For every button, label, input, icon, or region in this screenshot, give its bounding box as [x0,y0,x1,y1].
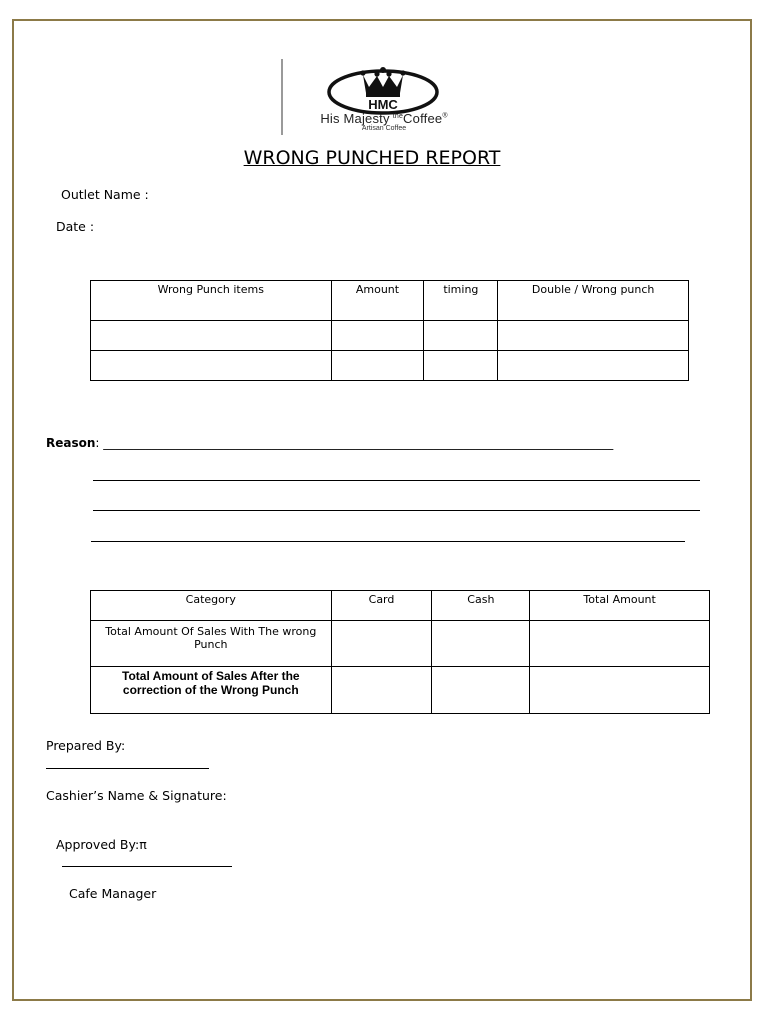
reason-field[interactable] [46,436,613,450]
prepared-by-label: Prepared By: [46,738,126,753]
cashier-name-signature-label: Cashier’s Name & Signature: [46,788,227,803]
table-row [91,621,710,667]
row-category: Total Amount of Sales After the correction of the Wrong Punch [91,667,332,714]
prepared-by-signature-line[interactable] [46,768,209,769]
outlet-name-label: Outlet Name : [61,187,149,202]
svg-text:HMC: HMC [368,97,398,112]
column-header: timing [424,281,498,321]
table-cell[interactable] [498,321,689,351]
table-cell[interactable] [91,351,332,381]
table-cell[interactable] [331,351,424,381]
table-cell[interactable] [498,351,689,381]
column-header: Wrong Punch items [91,281,332,321]
table-header-row [91,281,689,321]
reason-line: : _____________________________________________________________________________________ [95,436,614,450]
wrong-punch-items-table [90,280,689,381]
column-header: Cash [432,591,530,621]
table-cell[interactable] [530,667,710,714]
table-row [91,321,689,351]
reason-line[interactable] [91,541,685,542]
table-cell[interactable] [91,321,332,351]
table-row [91,351,689,381]
crown-emblem-icon [327,63,439,115]
row-category: Total Amount Of Sales With The wrong Punch [91,621,332,667]
sales-summary-table [90,590,710,714]
approved-by-label: Approved By:π [56,837,147,852]
table-cell[interactable] [424,321,498,351]
table-cell[interactable] [530,621,710,667]
column-header: Total Amount [530,591,710,621]
reason-label: Reason [46,436,96,450]
column-header: Card [331,591,432,621]
logo-brand-text: His Majesty $^{the}$Coffee® [320,111,448,126]
table-cell[interactable] [432,667,530,714]
date-label: Date : [56,219,95,234]
logo-divider [281,59,283,135]
table-cell[interactable] [331,667,432,714]
company-logo [281,59,487,135]
report-title: WRONG PUNCHED REPORT [243,147,501,169]
table-cell[interactable] [331,621,432,667]
reason-line[interactable] [93,480,700,481]
table-cell[interactable] [331,321,424,351]
logo-subtitle: Artisan Coffee [361,125,407,132]
reason-line[interactable] [93,510,700,511]
column-header: Category [91,591,332,621]
table-row [91,667,710,714]
approved-by-signature-line[interactable] [62,866,232,867]
column-header: Double / Wrong punch [498,281,689,321]
column-header: Amount [331,281,424,321]
table-cell[interactable] [424,351,498,381]
table-header-row [91,591,710,621]
cafe-manager-label: Cafe Manager [69,886,157,901]
table-cell[interactable] [432,621,530,667]
